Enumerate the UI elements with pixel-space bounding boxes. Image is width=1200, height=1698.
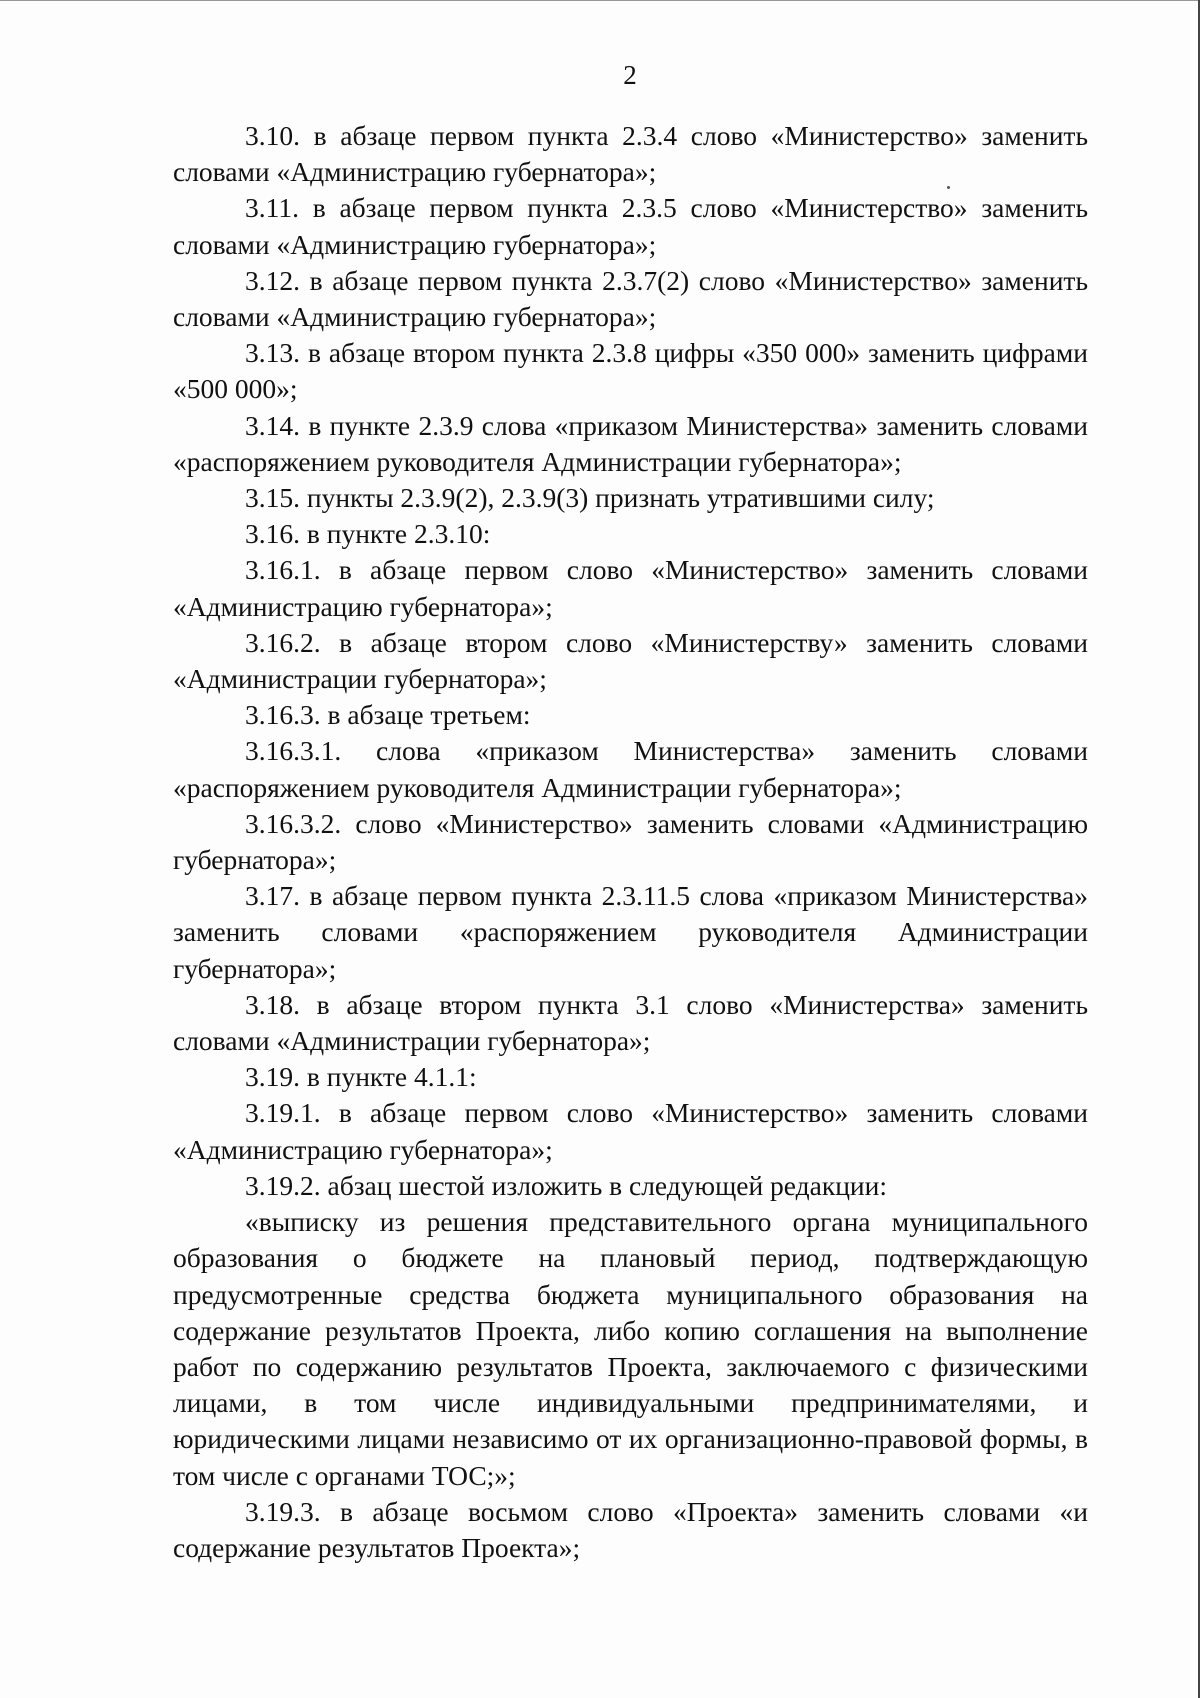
paragraph-3-16-3: 3.16.3. в абзаце третьем: [245, 699, 531, 731]
paragraph-3-19-3: 3.19.3. в абзаце восьмом слово «Проекта» заменить словами «и содержание результатов Проекта»; [173, 1495, 1088, 1563]
paragraph-3-16-3-1: 3.16.3.1. слова «приказом Министерства» заменить словами «распоряжением руководителя Администрации губернатора»; [173, 735, 1088, 803]
paragraph-3-19-1: 3.19.1. в абзаце первом слово «Министерство» заменить словами «Администрацию губернатора»; [173, 1097, 1088, 1165]
paragraph-3-19: 3.19. в пункте 4.1.1: [245, 1061, 477, 1093]
paragraph-3-11: 3.11. в абзаце первом пункта 2.3.5 слово «Министерство» заменить словами «Администрацию губернатора»; [173, 192, 1088, 260]
paragraph-3-17: 3.17. в абзаце первом пункта 2.3.11.5 слова «приказом Министерства» заменить словами «распоряжением руководителя Администрации губернатора»; [173, 880, 1088, 984]
paragraph-3-15: 3.15. пункты 2.3.9(2), 2.3.9(3) признать утратившими силу; [245, 482, 935, 514]
paragraph-3-14: 3.14. в пункте 2.3.9 слова «приказом Министерства» заменить словами «распоряжением руководителя Администрации губернатора»; [173, 409, 1088, 477]
paragraph-3-18: 3.18. в абзаце втором пункта 3.1 слово «Министерства» заменить словами «Администрации губернатора»; [173, 988, 1088, 1057]
paragraph-3-16-3-2: 3.16.3.2. слово «Министерство» заменить словами «Администрацию губернатора»; [173, 807, 1088, 876]
scan-edge-top [0, 0, 1200, 1]
page-number: 2 [623, 60, 637, 90]
paragraph-3-10: 3.10. в абзаце первом пункта 2.3.4 слово «Министерство» заменить словами «Администрацию губернатора»; [173, 120, 1088, 188]
document-body [173, 118, 1088, 1566]
paragraph-3-16: 3.16. в пункте 2.3.10: [245, 518, 491, 550]
paragraph-quoted-text: «выписку из решения представительного органа муниципального образования о бюджете на плановый период, подтверждающую предусмотренные средства бюджета муниципального образования на содержание результатов Проекта, либо копию соглашения на выполнение работ по содержанию результатов Проекта, заключаемого с физическими лицами, в том числе индивидуальными предпринимателями, и юридическими лицами независимо от их организационно-правовой формы, в том числе с органами ТОС;»; [173, 1206, 1088, 1491]
paragraph-3-16-1: 3.16.1. в абзаце первом слово «Министерство» заменить словами «Администрацию губернатора»; [173, 554, 1088, 622]
paragraph-3-19-2: 3.19.2. абзац шестой изложить в следующей редакции: [245, 1169, 887, 1201]
paragraph-3-12: 3.12. в абзаце первом пункта 2.3.7(2) слово «Министерство» заменить словами «Администрацию губернатора»; [173, 264, 1088, 333]
paragraph-3-13: 3.13. в абзаце втором пункта 2.3.8 цифры «350 000» заменить цифрами «500 000»; [173, 337, 1088, 405]
paragraph-3-16-2: 3.16.2. в абзаце втором слово «Министерству» заменить словами «Администрации губернатора»; [173, 626, 1088, 695]
